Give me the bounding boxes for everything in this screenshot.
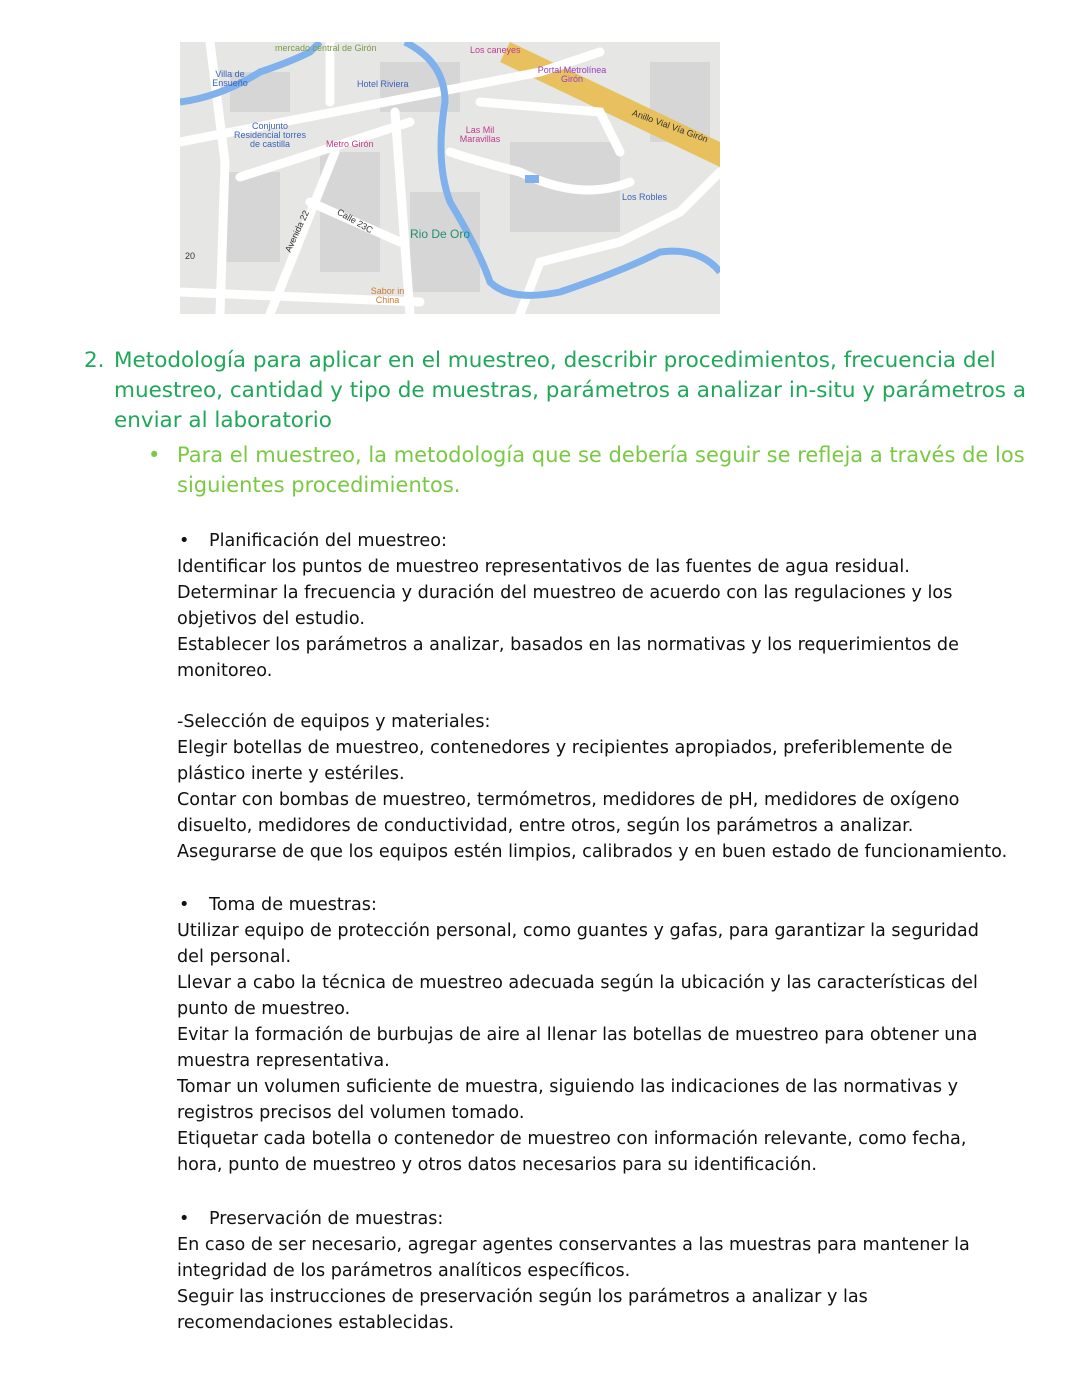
block-line: del personal. [177,947,292,967]
block-line: objetivos del estudio. [177,609,365,629]
block-line: Contar con bombas de muestreo, termómetros, medidores de pH, medidores de oxígeno [177,790,960,810]
map-label-portal: Portal Metrolínea Girón [537,65,607,84]
block-heading: Planificación del muestreo: [209,531,447,551]
intro-line: Para el muestreo, la metodología que se debería seguir se refleja a través de los [177,443,1025,467]
block-heading: Preservación de muestras: [209,1209,444,1229]
block-line: Seguir las instrucciones de preservación según los parámetros a analizar y las [177,1287,868,1307]
location-map[interactable] [180,42,720,314]
map-label-robles: Los Robles [622,192,668,202]
map-label-riviera: Hotel Riviera [357,79,409,89]
map-label-mil: Las Mil Maravillas [459,125,501,144]
block-preservacion [177,1206,970,1336]
heading-line: enviar al laboratorio [114,408,332,433]
block-line: Utilizar equipo de protección personal, como guantes y gafas, para garantizar la seguridad [177,921,979,941]
block-line: Llevar a cabo la técnica de muestreo adecuada según la ubicación y las características del [177,973,978,993]
heading-line: muestreo, cantidad y tipo de muestras, parámetros a analizar in-situ y parámetros a [114,378,1027,403]
block-line: Asegurarse de que los equipos estén limpios, calibrados y en buen estado de funcionamiento. [177,842,1008,862]
block-line: Tomar un volumen suficiente de muestra, siguiendo las indicaciones de las normativas y [177,1077,959,1097]
block-line: En caso de ser necesario, agregar agentes conservantes a las muestras para mantener la [177,1235,970,1255]
block-line: recomendaciones establecidas. [177,1313,455,1333]
block-planificacion [177,528,959,684]
map-label-calle: Calle 23C [335,206,375,236]
block-line: hora, punto de muestreo y otros datos necesarios para su identificación. [177,1155,817,1175]
map-label-conjunto: Conjunto Residencial torres de castilla [233,121,307,149]
bullet-icon: • [179,1209,190,1229]
block-line: Determinar la frecuencia y duración del muestreo de acuerdo con las regulaciones y los [177,583,953,603]
map-label-avenida: Avenida 22 [282,208,311,254]
map-label-rio: Rio De Oro [410,227,471,241]
map-label-20: 20 [185,251,196,261]
map-label-villa: Villa de Ensueño [212,69,248,88]
bullet-icon: • [179,895,190,915]
map-label-metro: Metro Girón [326,139,374,149]
heading-line: Metodología para aplicar en el muestreo, describir procedimientos, frecuencia del [114,348,996,373]
block-heading: -Selección de equipos y materiales: [177,712,491,732]
map-label-sabor: Sabor in China [370,286,405,305]
block-line: Elegir botellas de muestreo, contenedores y recipientes apropiados, preferiblemente de [177,738,953,758]
map-graphic [180,42,720,314]
block-line: punto de muestreo. [177,999,351,1019]
bullet-icon: • [179,531,190,551]
block-heading: Toma de muestras: [209,895,377,915]
block-line: monitoreo. [177,661,273,681]
block-line: disuelto, medidores de conductividad, entre otros, según los parámetros a analizar. [177,816,914,836]
block-line: muestra representativa. [177,1051,390,1071]
map-label-mercado: mercado central de Girón [275,43,377,53]
block-line: plástico inerte y estériles. [177,764,405,784]
block-seleccion [177,709,1007,865]
intro-line: siguientes procedimientos. [177,473,461,497]
block-line: Evitar la formación de burbujas de aire al llenar las botellas de muestreo para obtener una [177,1025,978,1045]
block-toma [177,892,979,1178]
bullet-icon: • [148,443,161,467]
block-line: Etiquetar cada botella o contenedor de muestreo con información relevante, como fecha, [177,1129,967,1149]
block-line: integridad de los parámetros analíticos específicos. [177,1261,631,1281]
block-line: Establecer los parámetros a analizar, basados en las normativas y los requerimientos de [177,635,959,655]
map-label-anillo: Anillo Vial Vía Girón [630,107,710,145]
section-number: 2. [84,348,105,373]
block-line: registros precisos del volumen tomado. [177,1103,525,1123]
block-line: Identificar los puntos de muestreo representativos de las fuentes de agua residual. [177,557,910,577]
map-label-caneyes: Los caneyes [470,45,521,55]
